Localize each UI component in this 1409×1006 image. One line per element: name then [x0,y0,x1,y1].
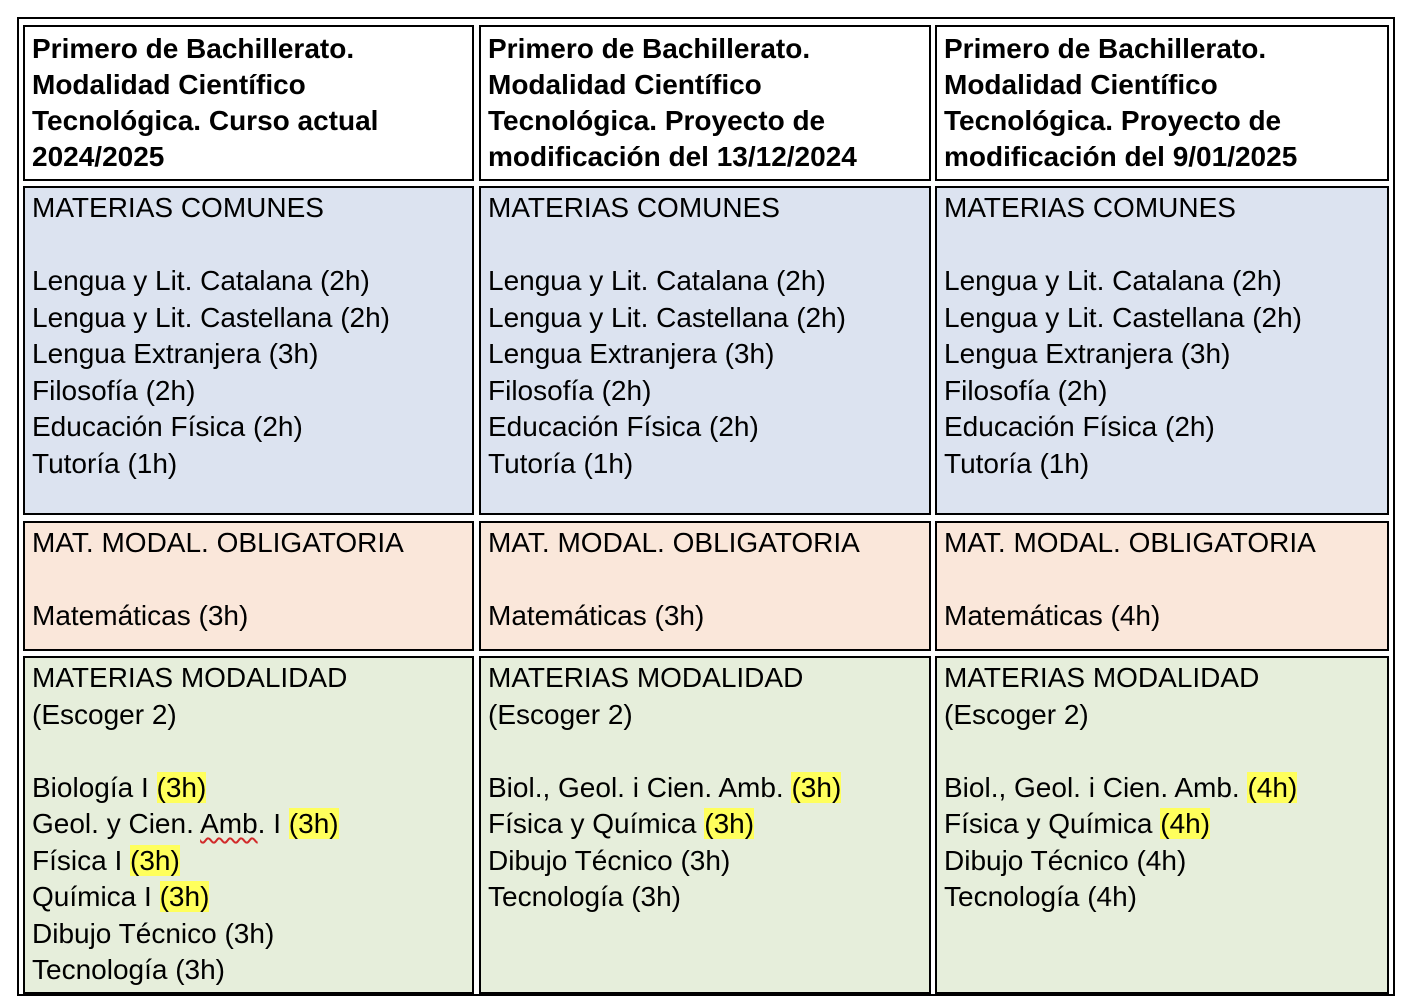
section-title: MATERIAS MODALIDAD [32,662,348,693]
header-line: Primero de Bachillerato. [488,33,811,64]
subject-item [32,843,472,880]
subject-item: Tecnología (4h) [944,881,1138,912]
subject-name: Biol., Geol. i Cien. Amb. [488,771,792,803]
header-line: modificación del 13/12/2024 [488,141,857,172]
subject-item [32,879,472,916]
section-subtitle: (Escoger 2) [32,698,177,730]
section-title: MATERIAS MODALIDAD [944,662,1260,693]
header-line: Tecnológica. Proyecto de [944,105,1282,136]
header-line: modificación del 9/01/2025 [944,141,1298,172]
subject-name: . I [257,808,289,839]
subject-item [944,806,1387,843]
section-title: MATERIAS COMUNES [32,192,324,223]
subject-item [944,770,1387,807]
subject-item [32,770,472,807]
highlighted-hours: (3h) [288,808,339,839]
subject-item: Tutoría (1h) [32,447,178,479]
subject-name: Física I [32,844,131,876]
modalidad-cell-current [23,656,474,994]
subject-item: Tecnología (3h) [32,954,226,985]
highlighted-hours: (3h) [791,771,842,803]
highlighted-hours: (4h) [1160,808,1211,839]
header-line: Tecnológica. Proyecto de [488,105,826,136]
section-title: MAT. MODAL. OBLIGATORIA [488,527,860,558]
section-title: MAT. MODAL. OBLIGATORIA [32,527,404,558]
subject-name: Biología I [32,771,157,803]
subject-item: Tecnología (3h) [488,881,682,912]
subject-item: Educación Física (2h) [488,411,759,442]
subject-item: Dibujo Técnico (3h) [32,917,275,949]
subject-name: Física y Química [944,808,1161,839]
header-line: Modalidad Científico [944,69,1218,100]
subject-item: Lengua y Lit. Castellana (2h) [32,301,390,333]
subject-item: Lengua y Lit. Catalana (2h) [944,265,1282,296]
subject-item [488,806,929,843]
modalidad-cell-project-dec [479,656,931,994]
header-line: Modalidad Científico [488,69,762,100]
header-cell-project-dec [479,25,931,181]
subject-item: Lengua y Lit. Castellana (2h) [488,301,846,333]
subject-item: Matemáticas (3h) [488,600,705,631]
subject-item: Dibujo Técnico (4h) [944,844,1187,876]
obligatoria-cell-project-jan [935,521,1389,651]
subject-item: Matemáticas (3h) [32,600,249,631]
section-title: MATERIAS MODALIDAD [488,662,804,693]
subject-name: Física y Química [488,808,705,839]
modalidad-cell-project-jan [935,656,1389,994]
subject-item: Filosofía (2h) [32,374,196,406]
header-line: Primero de Bachillerato. [32,33,355,64]
subject-item [32,806,472,843]
subject-item: Lengua y Lit. Catalana (2h) [32,265,370,296]
spellcheck-underlined-word: Amb [200,808,258,839]
obligatoria-cell-current [23,521,474,651]
subject-name: Química I [32,881,160,912]
comparison-table [17,17,1395,996]
obligatoria-cell-project-dec [479,521,931,651]
subject-name: Biol., Geol. i Cien. Amb. [944,771,1248,803]
section-title: MATERIAS COMUNES [488,192,780,223]
subject-item: Lengua y Lit. Catalana (2h) [488,265,826,296]
subject-item: Educación Física (2h) [32,411,303,442]
highlighted-hours: (4h) [1247,771,1298,803]
section-subtitle: (Escoger 2) [944,698,1089,730]
highlighted-hours: (3h) [159,881,210,912]
subject-item: Educación Física (2h) [944,411,1215,442]
subject-item: Dibujo Técnico (3h) [488,844,731,876]
highlighted-hours: (3h) [704,808,755,839]
highlighted-hours: (3h) [156,771,207,803]
subject-item: Lengua Extranjera (3h) [32,338,319,369]
comunes-cell-project-dec [479,186,931,515]
comunes-cell-project-jan [935,186,1389,515]
header-line: 2024/2025 [32,141,165,172]
comunes-cell-current [23,186,474,515]
section-title: MATERIAS COMUNES [944,192,1236,223]
section-subtitle: (Escoger 2) [488,698,633,730]
subject-item: Filosofía (2h) [944,374,1108,406]
subject-item: Lengua Extranjera (3h) [944,338,1231,369]
header-cell-current [23,25,474,181]
section-title: MAT. MODAL. OBLIGATORIA [944,527,1316,558]
header-line: Tecnológica. Curso actual [32,105,379,136]
subject-item [488,770,929,807]
header-line: Primero de Bachillerato. [944,33,1267,64]
subject-item: Matemáticas (4h) [944,600,1161,631]
subject-item: Tutoría (1h) [488,447,634,479]
subject-item: Lengua Extranjera (3h) [488,338,775,369]
highlighted-hours: (3h) [130,844,180,876]
subject-item: Tutoría (1h) [944,447,1090,479]
subject-item: Filosofía (2h) [488,374,652,406]
header-cell-project-jan [935,25,1389,181]
header-line: Modalidad Científico [32,69,306,100]
subject-item: Lengua y Lit. Castellana (2h) [944,301,1302,333]
subject-name: Geol. y Cien. [32,808,201,839]
